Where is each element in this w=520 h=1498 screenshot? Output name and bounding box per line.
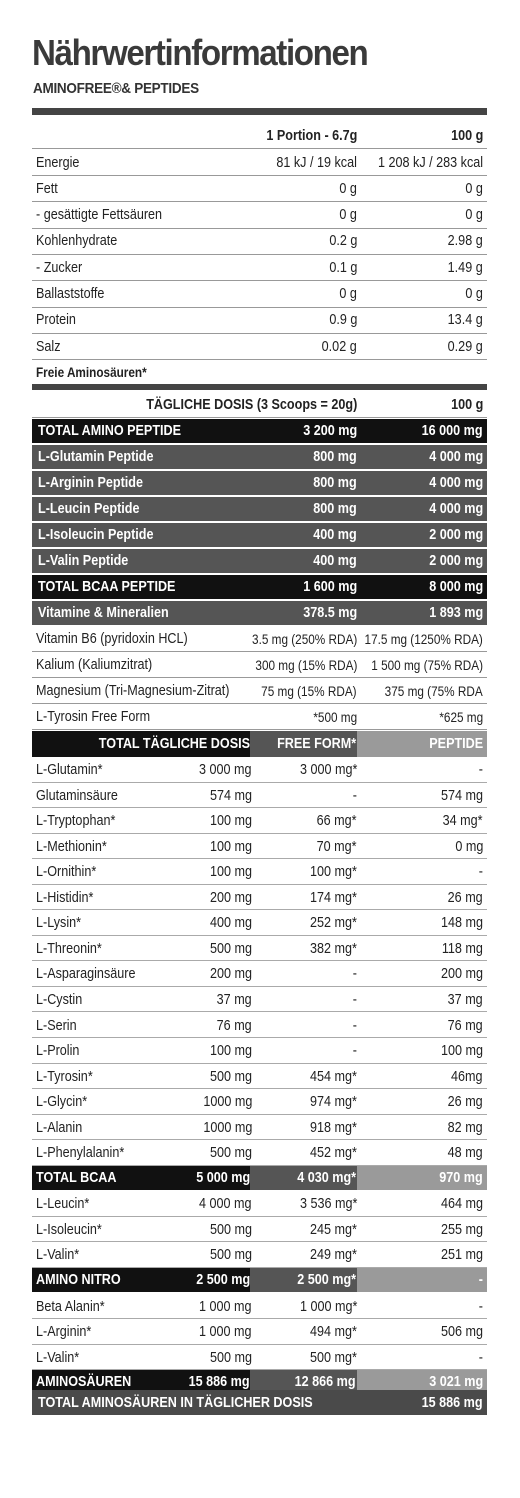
- amino-peptide-value: -: [478, 1297, 483, 1315]
- dose-row-100g: 4 000 mg: [429, 500, 483, 517]
- amino-total-value: 100 mg: [209, 863, 252, 881]
- amino-peptide-value: 148 mg: [440, 914, 483, 932]
- amino-free-value: -: [352, 786, 357, 804]
- nutrient-100g-value: 2.98 g: [447, 232, 483, 250]
- nutrient-portion-value: 0 g: [339, 206, 357, 224]
- amino-nitro-row-peptide: -: [478, 1271, 483, 1288]
- amino-peptide-value: 574 mg: [440, 786, 483, 804]
- bcaa-total-row-label: TOTAL BCAA: [36, 1168, 117, 1186]
- amino-row: [32, 1089, 487, 1115]
- amino-total-value: 500 mg: [209, 1348, 252, 1366]
- amino-row: [32, 1191, 487, 1217]
- page-subtitle: AMINOFREE®& PEPTIDES: [33, 80, 199, 97]
- amino-peptide-value: 464 mg: [440, 1195, 483, 1213]
- amino-row: [32, 1115, 487, 1141]
- dose-row-100g: 8 000 mg: [429, 578, 483, 595]
- amino-peptide-value: 46mg: [451, 1067, 483, 1085]
- dose-row: [32, 419, 487, 443]
- amino-free-value: -: [352, 1016, 357, 1034]
- amino-free-value: 100 mg*: [310, 863, 357, 881]
- amino-peptide-value: 100 mg: [440, 1042, 483, 1060]
- dose-row-label: L-Isoleucin Peptide: [38, 526, 154, 543]
- vitamin-label: Vitamin B6 (pyridoxin HCL): [36, 629, 188, 647]
- vitamin-100g-value: 17.5 mg (1250% RDA): [364, 630, 483, 647]
- per100-header: 100 g: [450, 126, 483, 144]
- dose-row-100g: 2 000 mg: [429, 552, 483, 569]
- dose-row: [32, 549, 487, 573]
- amino-total-value: 1 000 mg: [199, 1297, 252, 1315]
- amino-total-value: 76 mg: [216, 1016, 252, 1034]
- nutrient-portion-value: 0.9 g: [328, 311, 357, 329]
- amino-row: [32, 834, 487, 860]
- amino-header-free: FREE FORM*: [276, 735, 356, 752]
- nutrition-row: [32, 203, 487, 229]
- amino-row: [32, 1013, 487, 1039]
- amino-total-value: 500 mg: [209, 1067, 252, 1085]
- amino-free-value: 245 mg*: [310, 1220, 357, 1238]
- amino-total-value: 574 mg: [209, 786, 252, 804]
- amino-total-value: 200 mg: [209, 965, 252, 983]
- vitamin-100g-value: 1 500 mg (75% RDA): [371, 656, 483, 673]
- nutrition-row: [32, 176, 487, 202]
- amino-peptide-value: -: [478, 1348, 483, 1366]
- nutrient-100g-value: 1.49 g: [447, 258, 483, 276]
- amino-total-value: 3 000 mg: [199, 761, 252, 778]
- amino-row: [32, 1217, 487, 1243]
- dose-row-value: 1 600 mg: [303, 578, 357, 595]
- nutrient-portion-value: 0 g: [339, 179, 357, 197]
- dose-row-value: 400 mg: [313, 552, 357, 569]
- amino-total-value: 100 mg: [209, 1042, 252, 1060]
- amino-free-value: 1 000 mg*: [299, 1297, 357, 1315]
- nutrient-label: - Zucker: [36, 258, 83, 276]
- vitamin-label: Magnesium (Tri-Magnesium-Zitrat): [36, 681, 230, 699]
- amino-label: L-Histidin*: [36, 888, 94, 906]
- nutrient-label: Protein: [36, 311, 76, 329]
- dose-row-label: TOTAL AMINO PEPTIDE: [38, 422, 182, 439]
- nutrient-label: Ballaststoffe: [36, 285, 105, 302]
- nutrition-row: [32, 308, 487, 334]
- vitamin-100g-value: 375 mg (75% RDA: [384, 682, 483, 699]
- amino-label: L-Arginin*: [36, 1323, 92, 1341]
- amino-peptide-value: 506 mg: [440, 1323, 483, 1341]
- dose-row-value: 400 mg: [313, 526, 357, 543]
- amino-nitro-row-free: 2 500 mg*: [297, 1271, 356, 1288]
- amino-total-value: 1000 mg: [202, 1093, 252, 1111]
- amino-peptide-value: 48 mg: [447, 1144, 483, 1162]
- amino-label: Glutaminsäure: [36, 786, 118, 804]
- bcaa-total-row-peptide: 970 mg: [439, 1168, 483, 1186]
- amino-peptide-value: 251 mg: [440, 1246, 483, 1264]
- nutrient-label: Salz: [36, 337, 61, 355]
- amino-label: L-Cystin: [36, 990, 83, 1008]
- grand-total-label: TOTAL AMINOSÄUREN IN TÄGLICHER DOSIS: [38, 1394, 313, 1411]
- free-amino-label: Freie Aminosäuren*: [36, 364, 147, 380]
- amino-free-value: -: [352, 990, 357, 1008]
- nutrition-row: [32, 334, 487, 360]
- amino-peptide-value: -: [478, 863, 483, 881]
- dose-row-100g: 4 000 mg: [429, 448, 483, 465]
- amino-label: L-Glycin*: [36, 1093, 88, 1111]
- amino-row: [32, 1319, 487, 1345]
- vitamin-dose-value: 300 mg (15% RDA): [255, 656, 357, 673]
- bcaa-total-row: [32, 1166, 487, 1190]
- amino-label: L-Tyrosin*: [36, 1067, 93, 1085]
- grand-total-row: [32, 1390, 487, 1415]
- dose-row-label: L-Valin Peptide: [38, 552, 129, 569]
- dose-row-value: 800 mg: [313, 474, 357, 491]
- nutrient-100g-value: 0 g: [465, 206, 483, 224]
- amino-label: L-Phenylalanin*: [36, 1144, 125, 1162]
- amino-row: [32, 987, 487, 1013]
- amino-label: L-Threonin*: [36, 939, 102, 957]
- amino-peptide-value: 118 mg: [441, 939, 483, 957]
- amino-total-value: 500 mg: [209, 1246, 252, 1264]
- amino-peptide-value: 37 mg: [447, 990, 483, 1008]
- amino-total-value: 1000 mg: [202, 1118, 252, 1136]
- dose-row-value: 378.5 mg: [303, 604, 357, 621]
- nutrition-row: [32, 282, 487, 308]
- amino-free-value: -: [352, 965, 357, 983]
- vitamin-row: [32, 678, 487, 704]
- amino-total-value: 400 mg: [209, 914, 252, 932]
- vitamin-dose-value: 75 mg (15% RDA): [261, 682, 357, 699]
- amino-free-value: 174 mg*: [310, 888, 357, 906]
- vitamin-label: Kalium (Kaliumzitrat): [36, 655, 153, 673]
- dose-row: [32, 575, 487, 599]
- nutrient-100g-value: 0 g: [465, 179, 483, 197]
- amino-free-value: 249 mg*: [310, 1246, 357, 1264]
- dose-row-value: 3 200 mg: [303, 422, 357, 439]
- dose-header-label: TÄGLICHE DOSIS (3 Scoops = 20g): [145, 395, 357, 413]
- amino-total-value: 100 mg: [209, 812, 252, 830]
- vitamin-label: L-Tyrosin Free Form: [36, 707, 151, 725]
- top-divider: [32, 108, 487, 115]
- nutrient-portion-value: 0 g: [339, 285, 357, 302]
- amino-total-value: 500 mg: [209, 1144, 252, 1162]
- amino-free-value: 382 mg*: [310, 939, 357, 957]
- amino-nitro-row-light: [357, 1268, 487, 1292]
- amino-row: [32, 885, 487, 911]
- amino-row: [32, 961, 487, 987]
- amino-peptide-value: 82 mg: [447, 1118, 483, 1136]
- amino-nitro-row-total: 2 500 mg: [196, 1271, 250, 1288]
- amino-nitro-row: [32, 1268, 487, 1292]
- amino-header-total: TOTAL TÄGLICHE DOSIS: [98, 735, 250, 752]
- dose-row-100g: 1 893 mg: [429, 604, 483, 621]
- amino-total-row-free: 12 866 mg: [295, 1373, 356, 1391]
- nutrient-label: Kohlenhydrate: [36, 232, 118, 250]
- amino-label: L-Prolin: [36, 1042, 80, 1060]
- amino-row: [32, 1242, 487, 1268]
- nutrient-100g-value: 1 208 kJ / 283 kcal: [377, 153, 483, 171]
- amino-peptide-value: 26 mg: [447, 888, 483, 906]
- dose-row-label: L-Leucin Peptide: [38, 500, 140, 517]
- dose-row-label: TOTAL BCAA PEPTIDE: [38, 578, 176, 595]
- dose-row-label: Vitamine & Mineralien: [38, 604, 169, 621]
- amino-free-value: 3 000 mg*: [299, 761, 357, 778]
- vitamin-row: [32, 652, 487, 678]
- amino-total-value: 1 000 mg: [199, 1323, 252, 1341]
- dose-row: [32, 523, 487, 547]
- dose-row-100g: 4 000 mg: [429, 474, 483, 491]
- amino-total-value: 4 000 mg: [199, 1195, 252, 1213]
- amino-row: [32, 910, 487, 936]
- amino-total-value: 100 mg: [209, 837, 252, 855]
- amino-row: [32, 859, 487, 885]
- dose-row: [32, 497, 487, 521]
- amino-label: L-Alanin: [36, 1118, 83, 1136]
- amino-row: [32, 936, 487, 962]
- amino-free-value: 494 mg*: [310, 1323, 357, 1341]
- free-amino-label-row: [32, 361, 487, 383]
- nutrient-portion-value: 0.02 g: [321, 337, 357, 355]
- nutrient-portion-value: 0.2 g: [328, 232, 357, 250]
- amino-label: L-Lysin*: [36, 914, 82, 932]
- amino-total-row-total: 15 886 mg: [189, 1373, 250, 1391]
- nutrient-label: Fett: [36, 179, 58, 197]
- amino-free-value: 252 mg*: [310, 914, 357, 932]
- amino-peptide-value: 255 mg: [440, 1220, 483, 1238]
- vitamin-row: [32, 704, 487, 730]
- amino-label: L-Leucin*: [36, 1195, 90, 1213]
- amino-label: Beta Alanin*: [36, 1297, 105, 1315]
- amino-free-value: 3 536 mg*: [299, 1195, 357, 1213]
- grand-total-value: 15 886 mg: [422, 1394, 483, 1411]
- vitamin-100g-value: *625 mg: [439, 708, 483, 725]
- nutrient-100g-value: 0.29 g: [447, 337, 483, 355]
- bcaa-total-row-total: 5 000 mg: [196, 1168, 250, 1186]
- amino-peptide-value: -: [478, 761, 483, 778]
- amino-row: [32, 1140, 487, 1166]
- nutrition-row: [32, 229, 487, 255]
- amino-row: [32, 808, 487, 834]
- amino-label: L-Serin: [36, 1016, 77, 1034]
- dose-row-100g: 2 000 mg: [429, 526, 483, 543]
- amino-peptide-value: 0 mg: [454, 837, 483, 855]
- nutrition-row: [32, 255, 487, 281]
- amino-label: L-Valin*: [36, 1246, 80, 1264]
- dose-header: [32, 392, 487, 418]
- vitamin-row: [32, 626, 487, 652]
- nutrient-100g-value: 0 g: [465, 285, 483, 302]
- amino-label: L-Isoleucin*: [36, 1220, 102, 1238]
- amino-row: [32, 1064, 487, 1090]
- amino-free-value: 66 mg*: [317, 812, 357, 830]
- amino-row: [32, 757, 487, 783]
- amino-row: [32, 1294, 487, 1320]
- bcaa-total-row-free: 4 030 mg*: [297, 1168, 356, 1186]
- amino-peptide-value: 200 mg: [440, 965, 483, 983]
- amino-label: L-Ornithin*: [36, 863, 97, 881]
- dose-row-100g: 16 000 mg: [422, 422, 483, 439]
- dose-row-label: L-Arginin Peptide: [38, 474, 143, 491]
- amino-label: L-Methionin*: [36, 837, 107, 855]
- amino-peptide-value: 26 mg: [447, 1093, 483, 1111]
- nutrition-row: [32, 150, 487, 176]
- nutrient-label: - gesättigte Fettsäuren: [36, 206, 163, 224]
- dose-row: [32, 445, 487, 469]
- amino-row: [32, 783, 487, 809]
- amino-total-row-peptide: 3 021 mg: [429, 1373, 483, 1391]
- amino-row: [32, 1038, 487, 1064]
- amino-header: [32, 731, 487, 757]
- portion-header: 1 Portion - 6.7g: [265, 126, 357, 144]
- amino-free-value: 974 mg*: [310, 1093, 357, 1111]
- amino-label: L-Glutamin*: [36, 761, 103, 778]
- nutrient-100g-value: 13.4 g: [447, 311, 483, 329]
- amino-free-value: 918 mg*: [310, 1118, 357, 1136]
- amino-label: L-Asparaginsäure: [36, 965, 136, 983]
- dose-divider: [32, 384, 487, 390]
- dose-row: [32, 601, 487, 625]
- dose-row-label: L-Glutamin Peptide: [38, 448, 154, 465]
- page-title: Nährwertinformationen: [32, 32, 368, 73]
- nutrient-portion-value: 0.1 g: [328, 258, 357, 276]
- amino-nitro-row-label: AMINO NITRO: [36, 1271, 121, 1288]
- nutrient-portion-value: 81 kJ / 19 kcal: [276, 153, 357, 171]
- amino-free-value: -: [352, 1042, 357, 1060]
- dose-row-value: 800 mg: [313, 448, 357, 465]
- amino-free-value: 452 mg*: [310, 1144, 357, 1162]
- amino-total-value: 37 mg: [216, 990, 252, 1008]
- amino-total-row-label: AMINOSÄUREN: [36, 1373, 132, 1391]
- nutrient-label: Energie: [36, 153, 80, 171]
- dose-per100-header: 100 g: [450, 395, 483, 413]
- vitamin-dose-value: 3.5 mg (250% RDA): [251, 630, 357, 647]
- vitamin-dose-value: *500 mg: [313, 708, 357, 725]
- amino-total-value: 200 mg: [209, 888, 252, 906]
- amino-free-value: 454 mg*: [310, 1067, 357, 1085]
- dose-row: [32, 471, 487, 495]
- amino-header-peptide: PEPTIDE: [429, 735, 483, 752]
- amino-label: L-Tryptophan*: [36, 812, 116, 830]
- amino-row: [32, 1345, 487, 1371]
- amino-peptide-value: 34 mg*: [443, 812, 483, 830]
- nutrition-header: [32, 123, 487, 149]
- amino-peptide-value: 76 mg: [447, 1016, 483, 1034]
- dose-row-value: 800 mg: [313, 500, 357, 517]
- amino-total-value: 500 mg: [209, 939, 252, 957]
- amino-free-value: 500 mg*: [310, 1348, 357, 1366]
- amino-free-value: 70 mg*: [317, 837, 357, 855]
- amino-total-value: 500 mg: [209, 1220, 252, 1238]
- amino-label: L-Valin*: [36, 1348, 80, 1366]
